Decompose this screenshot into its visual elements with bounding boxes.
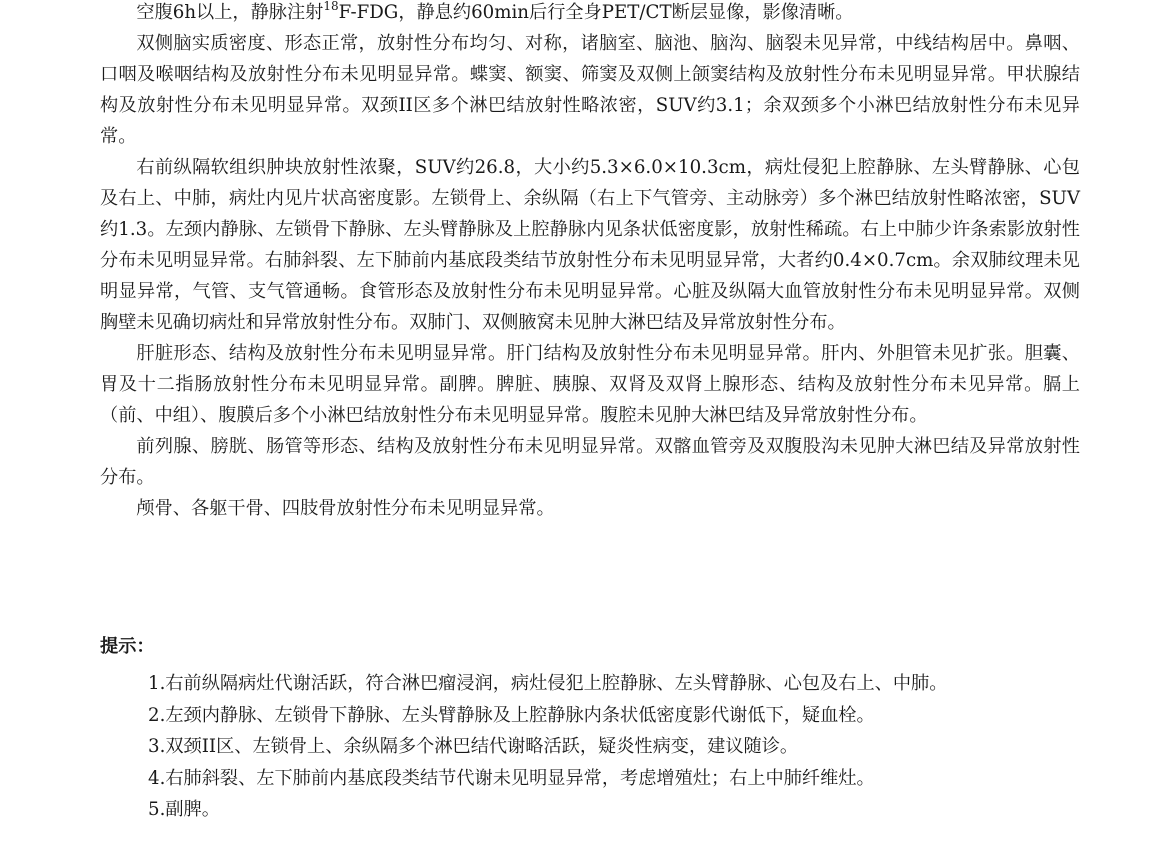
tips-item: 5.副脾。 <box>148 799 220 820</box>
tips-item: 2.左颈内静脉、左锁骨下静脉、左头臂静脉及上腔静脉内条状低密度影代谢低下，疑血栓。 <box>148 704 875 726</box>
protocol-text-after: F-FDG，静息约60min后行全身PET/CT断层显像，影像清晰。 <box>338 2 854 23</box>
tips-list <box>148 668 947 826</box>
findings-paragraph-head-neck: 双侧脑实质密度、形态正常，放射性分布均匀、对称，诸脑室、脑池、脑沟、脑裂未见异常，中线结构居中。鼻咽、口咽及喉咽结构及放射性分布未见明显异常。蝶窦、额窦、筛窦及双侧上颌窦结构及放射性分布未见明显异常。甲状腺结构及放射性分布未见明显异常。双颈II区多个淋巴结放射性略浓密，SUV约3.1；余双颈多个小淋巴结放射性分布未见异常。 <box>100 33 1080 147</box>
tips-item: 1.右前纵隔病灶代谢活跃，符合淋巴瘤浸润，病灶侵犯上腔静脉、左头臂静脉、心包及右上、中肺。 <box>148 673 948 694</box>
findings-paragraph-protocol <box>100 0 1080 28</box>
findings-paragraph-chest: 右前纵隔软组织肿块放射性浓聚，SUV约26.8，大小约5.3×6.0×10.3cm，病灶侵犯上腔静脉、左头臂静脉、心包及右上、中肺，病灶内见片状高密度影。左锁骨上、余纵隔（右上下气管旁、主动脉旁）多个淋巴结放射性略浓密，SUV约1.3。左颈内静脉、左锁骨下静脉、左头臂静脉及上腔静脉内见条状低密度影，放射性稀疏。右上中肺少许条索影放射性分布未见明显异常。右肺斜裂、左下肺前内基底段类结节放射性分布未见明显异常，大者约0.4×0.7cm。余双肺纹理未见明显异常，气管、支气管通畅。食管形态及放射性分布未见明显异常。心脏及纵隔大血管放射性分布未见明显异常。双侧胸壁未见确切病灶和异常放射性分布。双肺门、双侧腋窝未见肿大淋巴结及异常放射性分布。 <box>100 157 1080 333</box>
tips-item: 3.双颈II区、左锁骨上、余纵隔多个淋巴结代谢略活跃，疑炎性病变，建议随诊。 <box>148 736 799 757</box>
tips-heading: 提示： <box>100 636 155 657</box>
pet-ct-report <box>100 0 1080 820</box>
findings-paragraph-bones: 颅骨、各躯干骨、四肢骨放射性分布未见明显异常。 <box>136 498 555 519</box>
findings-paragraph-pelvis: 前列腺、膀胱、肠管等形态、结构及放射性分布未见明显异常。双髂血管旁及双腹股沟未见肿大淋巴结及异常放射性分布。 <box>100 436 1080 488</box>
findings-paragraph-abdomen: 肝脏形态、结构及放射性分布未见明显异常。肝门结构及放射性分布未见明显异常。肝内、外胆管未见扩张。胆囊、胃及十二指肠放射性分布未见明显异常。副脾。脾脏、胰腺、双肾及双肾上腺形态、结构及放射性分布未见异常。膈上（前、中组）、腹膜后多个小淋巴结放射性分布未见明显异常。腹腔未见肿大淋巴结及异常放射性分布。 <box>100 343 1080 426</box>
protocol-text-before: 空腹6h以上，静脉注射 <box>136 2 324 23</box>
tips-item: 4.右肺斜裂、左下肺前内基底段类结节代谢未见明显异常，考虑增殖灶；右上中肺纤维灶。 <box>148 767 875 789</box>
isotope-superscript: 18 <box>323 0 339 13</box>
